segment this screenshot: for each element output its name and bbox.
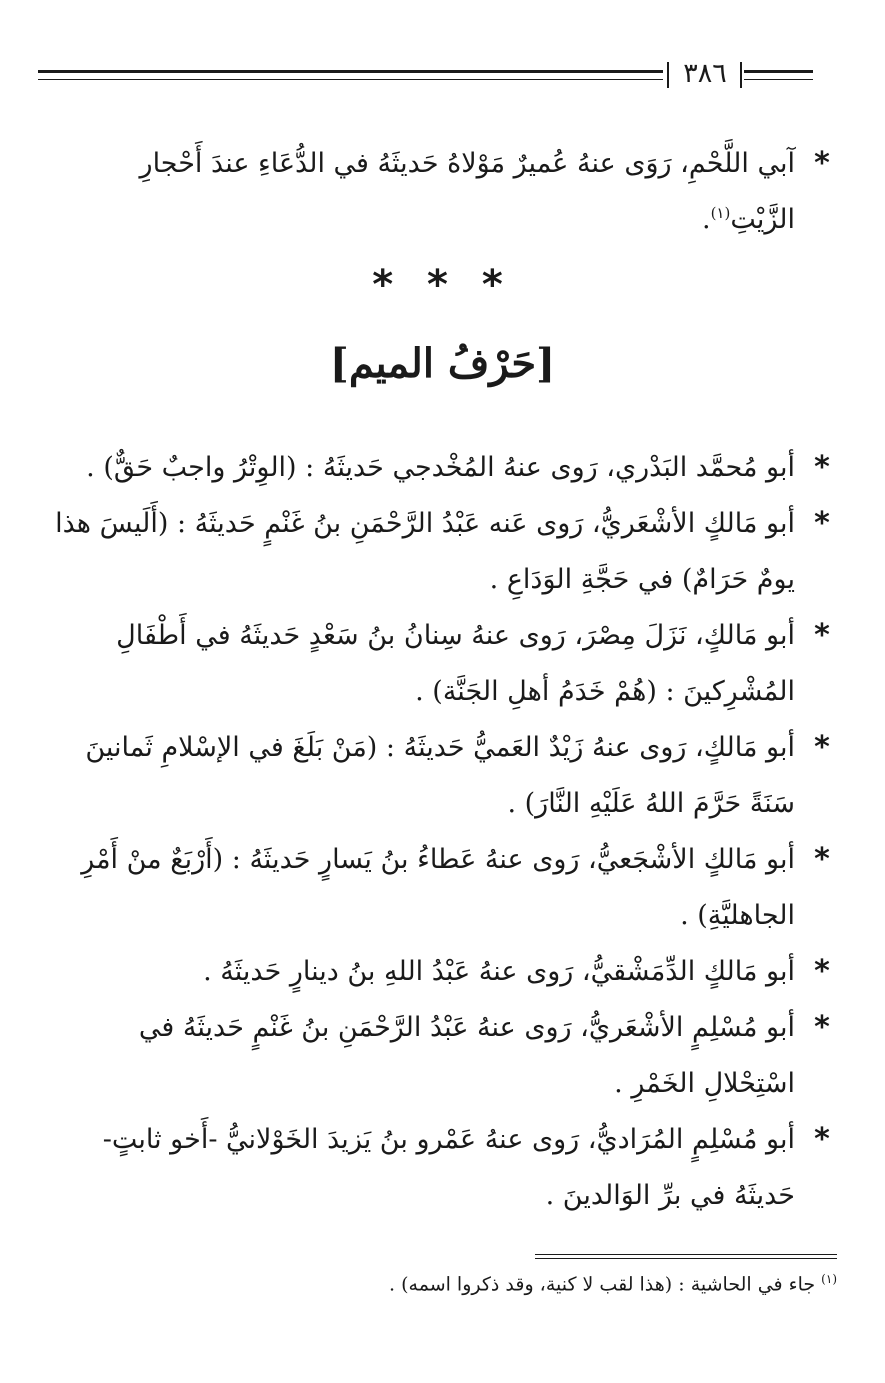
page-number: ٣٨٦ <box>683 58 727 89</box>
header-rule-right <box>744 70 813 80</box>
bullet-star: * <box>814 618 830 653</box>
bullet-star: * <box>814 842 830 877</box>
list-item <box>40 944 837 1000</box>
footnote <box>40 1262 837 1301</box>
entry-text: أبو مُسْلِمٍ المُرَاديُّ، رَوى عنهُ عَمْرو بنُ يَزيدَ الخَوْلانيُّ -أَخو ثابتٍ- حَديثَهُ في برِّ الوَالدينَ . <box>102 1124 795 1211</box>
bullet-star: * <box>814 146 830 181</box>
footnote-divider <box>535 1254 837 1259</box>
list-item <box>40 720 837 832</box>
entry-text: آبي اللَّحْمِ، رَوَى عنهُ عُميرٌ مَوْلاهُ حَديثَهُ في الدُّعَاءِ عندَ أَحْجارِ الزَّيْتِ <box>139 148 795 235</box>
bullet-star: * <box>814 1122 830 1157</box>
footnote-text: جاء في الحاشية : (هذا لقب لا كنية، وقد ذكروا اسمه) . <box>389 1273 816 1296</box>
footnote-reference[interactable]: (١) <box>710 204 731 222</box>
top-entry-block <box>40 136 837 248</box>
entry-end-mark: . <box>701 204 711 235</box>
bullet-star: * <box>814 450 830 485</box>
footnote-marker: (١) <box>821 1272 837 1286</box>
entry-text: أبو مُسْلِمٍ الأشْعَريُّ، رَوى عنهُ عَبْدُ الرَّحْمَنِ بنُ غَنْمٍ حَديثَهُ في اسْتِحْلالِ الخَمْرِ . <box>138 1012 795 1099</box>
list-item <box>40 608 837 720</box>
list-item <box>40 440 837 496</box>
bullet-star: * <box>814 730 830 765</box>
header-rule-left <box>38 70 663 80</box>
entry-text: أبو مَالكٍ الأشْعَريُّ، رَوى عَنه عَبْدُ الرَّحْمَنِ بنُ غَنْمٍ حَديثَهُ : (أَلَيسَ هذا يومٌ حَرَامٌ) في حَجَّةِ الوَدَاعِ . <box>55 508 795 595</box>
list-item <box>40 832 837 944</box>
list-item <box>40 1112 837 1224</box>
header-divider-bar <box>667 62 669 88</box>
list-item <box>40 1000 837 1112</box>
bullet-star: * <box>814 506 830 541</box>
bullet-star: * <box>814 1010 830 1045</box>
list-item <box>40 496 837 608</box>
header-divider-bar <box>740 62 742 88</box>
entry-text: أبو مُحمَّد البَدْري، رَوى عنهُ المُخْدجي حَديثَهُ : (الوِتْرُ واجبٌ حَقٌّ) . <box>86 452 795 483</box>
section-title: [حَرْفُ الميم] <box>329 340 556 387</box>
entry-text: أبو مَالكٍ، نَزَلَ مِصْرَ، رَوى عنهُ سِنانُ بنُ سَعْدٍ حَديثَهُ في أَطْفَالِ المُشْرِكينَ : (هُمْ خَدَمُ أهلِ الجَنَّة) . <box>116 620 795 707</box>
entries-list <box>40 440 837 1224</box>
page-header <box>38 56 813 96</box>
entry-text: أبو مَالكٍ، رَوى عنهُ زَيْدٌ العَميُّ حَديثَهُ : (مَنْ بَلَغَ في الإسْلامِ ثَمانينَ سَنَةً حَرَّمَ اللهُ عَلَيْهِ النَّارَ) . <box>85 732 795 819</box>
list-item <box>40 136 837 248</box>
section-separator: * * * <box>372 262 513 308</box>
entry-text: أبو مَالكٍ الدِّمَشْقيُّ، رَوى عنهُ عَبْدُ اللهِ بنُ دينارٍ حَديثَهُ . <box>203 956 795 987</box>
bullet-star: * <box>814 954 830 989</box>
entry-text: أبو مَالكٍ الأشْجَعيُّ، رَوى عنهُ عَطاءُ بنُ يَسارٍ حَديثَهُ : (أَرْبَعٌ منْ أَمْرِ الجاهليَّةِ) . <box>81 844 795 931</box>
